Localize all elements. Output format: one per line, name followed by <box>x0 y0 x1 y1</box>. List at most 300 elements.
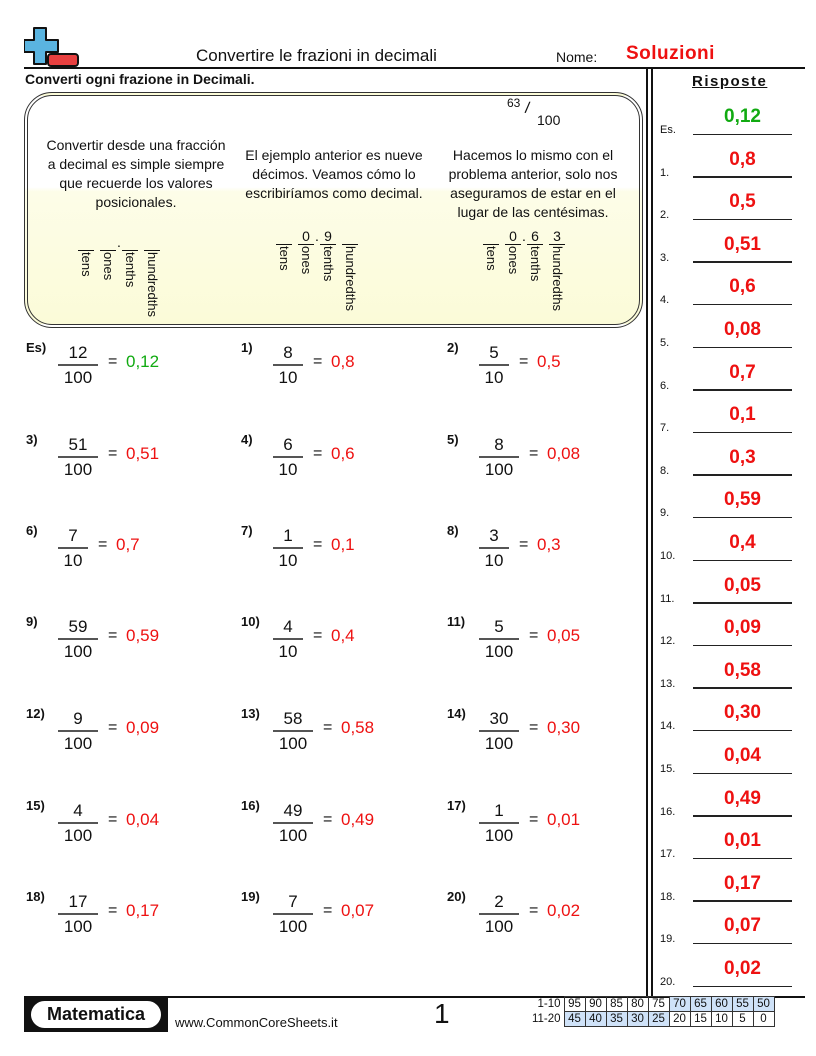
answer-value: 0,6 <box>729 276 756 298</box>
label-hundredths: hundredths <box>343 246 358 312</box>
problem-number: 11) <box>447 614 466 629</box>
problem-item <box>26 340 216 390</box>
numerator: 3 <box>489 526 499 545</box>
numerator: 30 <box>489 709 509 728</box>
problem-item <box>447 798 637 848</box>
problem-answer: 0,17 <box>126 901 160 920</box>
score-cell: 15 <box>690 1012 711 1027</box>
denominator: 100 <box>63 459 93 479</box>
fraction-bar <box>273 456 303 458</box>
answer-row <box>660 191 792 221</box>
problem-item <box>241 523 431 573</box>
score-cell: 80 <box>627 997 648 1012</box>
answer-value: 0,12 <box>724 106 761 127</box>
answer-row <box>660 575 792 605</box>
fraction-bar <box>58 822 98 824</box>
answer-label: 17. <box>660 848 676 861</box>
numerator: 58 <box>283 709 303 728</box>
problem-answer: 0,4 <box>331 626 355 645</box>
denominator: 100 <box>278 825 308 845</box>
answer-label: 18. <box>660 890 676 903</box>
answer-line <box>693 176 792 178</box>
problem-number: 2) <box>447 340 459 355</box>
label-tens: tens <box>484 246 499 271</box>
answer-value: 0,01 <box>724 830 761 852</box>
equals-sign: = <box>108 811 118 828</box>
answer-label: 19. <box>660 933 676 946</box>
problem-answer: 0,59 <box>126 626 160 645</box>
answer-row <box>660 149 792 179</box>
problem-answer: 0,5 <box>537 352 561 371</box>
score-cell: 60 <box>711 997 732 1012</box>
answer-line <box>693 389 792 391</box>
answer-label: 3. <box>660 251 670 264</box>
score-cell: 55 <box>732 997 753 1012</box>
answer-line <box>693 900 792 902</box>
problem-number: 13) <box>241 706 260 721</box>
numerator: 49 <box>283 801 303 820</box>
answer-value: 0,07 <box>724 915 761 937</box>
answer-value: 0,58 <box>724 659 761 681</box>
answer-line <box>693 645 792 647</box>
problem-answer: 0,01 <box>547 810 581 829</box>
equals-sign: = <box>108 627 118 644</box>
numerator: 6 <box>283 435 293 454</box>
numerator: 51 <box>68 435 88 454</box>
answer-value: 0,49 <box>724 787 761 809</box>
numerator: 4 <box>73 801 83 820</box>
problem-item <box>447 523 637 573</box>
fraction <box>58 342 98 388</box>
equals-sign: = <box>529 627 539 644</box>
fraction-bar <box>273 364 303 366</box>
problem-number: 20) <box>447 889 466 904</box>
score-cell: 50 <box>753 997 774 1012</box>
answer-line <box>693 261 792 263</box>
problem-item <box>26 432 216 482</box>
score-range-label: 1-10 <box>537 998 561 1010</box>
fraction <box>479 342 509 388</box>
fraction-bar <box>479 364 509 366</box>
answer-row <box>660 915 792 945</box>
problem-number: 1) <box>241 340 253 355</box>
equals-sign: = <box>529 811 539 828</box>
problem-number: 8) <box>447 523 459 538</box>
site-url: www.CommonCoreSheets.it <box>175 1015 338 1030</box>
answer-label: 15. <box>660 763 676 775</box>
answer-value: 0,09 <box>724 617 761 639</box>
decimal-point: . <box>315 228 319 244</box>
fraction <box>58 434 98 480</box>
fraction <box>273 525 303 571</box>
answer-value: 0,59 <box>724 489 761 511</box>
numerator: 17 <box>68 892 88 911</box>
answer-line <box>693 730 792 732</box>
answer-row <box>660 362 792 392</box>
denominator: 100 <box>484 733 514 753</box>
problem-answer: 0,58 <box>341 718 375 737</box>
fraction-bar <box>479 638 519 640</box>
answer-line <box>693 858 792 860</box>
answer-line <box>693 347 792 349</box>
fraction-bar <box>479 547 509 549</box>
problem-number: 14) <box>447 706 466 721</box>
fraction-slash: / <box>523 99 531 118</box>
problem-item <box>241 889 431 939</box>
problem-answer: 0,49 <box>341 810 375 829</box>
fraction <box>479 800 519 846</box>
denominator: 100 <box>278 916 308 936</box>
equals-sign: = <box>313 627 323 644</box>
answer-row <box>660 276 792 306</box>
problem-number: Es) <box>26 340 47 355</box>
answer-line <box>693 134 792 136</box>
answer-label: 2. <box>660 209 670 222</box>
equals-sign: = <box>108 719 118 736</box>
fraction <box>479 434 519 480</box>
fraction-bar <box>479 822 519 824</box>
answer-value: 0,4 <box>729 532 756 553</box>
answer-value: 0,3 <box>729 446 756 468</box>
problem-item <box>447 340 637 390</box>
problem-answer: 0,8 <box>331 352 355 371</box>
answer-line <box>693 304 792 306</box>
score-cell: 25 <box>648 1012 669 1027</box>
problem-number: 4) <box>241 432 253 447</box>
digit-ones: 0 <box>302 228 310 244</box>
equals-sign: = <box>529 902 539 919</box>
score-cell: 30 <box>627 1012 648 1027</box>
fraction-bar <box>273 913 313 915</box>
score-cell: 85 <box>606 997 627 1012</box>
answer-label: 12. <box>660 635 676 648</box>
problem-answer: 0,05 <box>547 626 581 645</box>
label-ones: ones <box>101 252 116 281</box>
answer-line <box>693 517 792 519</box>
label-tenths: tenths <box>528 246 543 282</box>
problem-answer: 0,1 <box>331 535 355 554</box>
answer-row <box>660 617 792 647</box>
digit-tenths: 6 <box>531 228 539 244</box>
label-tens: tens <box>277 246 292 271</box>
answer-label: 1. <box>660 166 670 179</box>
fraction <box>58 616 98 662</box>
answer-value: 0,17 <box>724 872 761 894</box>
problem-answer: 0,02 <box>547 901 581 920</box>
answer-row <box>660 447 792 477</box>
equals-sign: = <box>323 719 333 736</box>
problem-item <box>241 798 431 848</box>
answer-row <box>660 702 792 732</box>
problem-item <box>26 798 216 848</box>
label-hundredths: hundredths <box>550 246 565 312</box>
answer-label: 8. <box>660 464 670 477</box>
numerator: 9 <box>73 709 83 728</box>
score-table <box>526 996 775 1027</box>
answer-row <box>660 106 792 136</box>
fraction-bar <box>58 638 98 640</box>
score-cell: 65 <box>690 997 711 1012</box>
problem-answer: 0,07 <box>341 901 375 920</box>
answer-line <box>693 602 792 604</box>
answer-row <box>660 660 792 690</box>
fraction-bar <box>58 456 98 458</box>
denominator: 100 <box>278 733 308 753</box>
equals-sign: = <box>529 445 539 462</box>
score-cell: 40 <box>585 1012 606 1027</box>
answer-line <box>693 815 792 817</box>
answer-row <box>660 788 792 818</box>
problem-item <box>26 523 216 573</box>
problem-item <box>447 706 637 756</box>
answer-line <box>693 687 792 689</box>
problem-item <box>26 889 216 939</box>
page-number: 1 <box>434 998 450 1029</box>
score-cell: 10 <box>711 1012 732 1027</box>
fraction-bar <box>273 822 313 824</box>
equals-sign: = <box>313 353 323 370</box>
answer-line <box>693 773 792 775</box>
denominator: 100 <box>63 733 93 753</box>
problem-item <box>447 432 637 482</box>
answer-line <box>693 560 792 562</box>
answer-value: 0,08 <box>724 319 761 340</box>
score-cell: 0 <box>753 1012 774 1027</box>
answer-line <box>693 943 792 945</box>
denominator: 100 <box>63 641 93 661</box>
numerator: 12 <box>68 343 88 362</box>
header-divider <box>24 67 805 69</box>
problem-answer: 0,30 <box>547 718 581 737</box>
fraction-bar <box>479 456 519 458</box>
place-value-chart-2 <box>276 228 386 328</box>
answer-label: 4. <box>660 294 670 307</box>
example-text-3: Hacemos lo mismo con el problema anterior, solo nos aseguramos de estar en el lugar de las centésimas. <box>448 147 618 220</box>
column-divider <box>646 68 648 996</box>
numerator: 7 <box>288 892 298 911</box>
problem-item <box>241 432 431 482</box>
equals-sign: = <box>313 536 323 553</box>
fraction <box>273 616 303 662</box>
problem-answer: 0,04 <box>126 810 160 829</box>
fraction <box>58 708 98 754</box>
problem-answer: 0,09 <box>126 718 160 737</box>
answer-value: 0,5 <box>729 191 756 213</box>
answer-line <box>693 219 792 221</box>
denominator: 10 <box>278 367 298 387</box>
example-text-2: El ejemplo anterior es nueve décimos. Veamos cómo lo escribiríamos como decimal. <box>245 147 423 201</box>
label-tens: tens <box>79 252 94 277</box>
score-row <box>526 997 774 1012</box>
equals-sign: = <box>108 445 118 462</box>
problem-number: 7) <box>241 523 253 538</box>
answer-row <box>660 873 792 903</box>
problem-number: 16) <box>241 798 260 813</box>
fraction <box>479 616 519 662</box>
numerator: 8 <box>494 435 504 454</box>
score-cell: 45 <box>564 1012 585 1027</box>
problem-item <box>26 614 216 664</box>
denominator: 100 <box>484 825 514 845</box>
answer-value: 0,02 <box>724 958 761 979</box>
answer-value: 0,7 <box>729 361 756 383</box>
equals-sign: = <box>529 719 539 736</box>
instructions: Converti ogni frazione in Decimali. <box>25 71 255 87</box>
problem-number: 3) <box>26 432 38 447</box>
problem-number: 17) <box>447 798 466 813</box>
score-cell: 90 <box>585 997 606 1012</box>
digit-hundredths: 3 <box>553 228 561 244</box>
problem-item <box>241 614 431 664</box>
fraction-bar <box>58 547 88 549</box>
brand-badge <box>24 998 168 1032</box>
fraction-bar <box>273 730 313 732</box>
place-value-chart-1 <box>78 234 188 328</box>
denominator: 100 <box>63 367 93 387</box>
label-hundredths: hundredths <box>145 252 160 318</box>
problem-number: 12) <box>26 706 45 721</box>
answer-value: 0,04 <box>724 745 761 766</box>
answer-value: 0,30 <box>724 702 761 724</box>
fraction <box>479 525 509 571</box>
fraction-bar <box>58 730 98 732</box>
fraction-bar <box>58 913 98 915</box>
score-cell: 95 <box>564 997 585 1012</box>
equals-sign: = <box>519 536 529 553</box>
problem-item <box>26 706 216 756</box>
answer-line <box>693 474 792 476</box>
problem-answer: 0,7 <box>116 535 140 554</box>
problem-number: 6) <box>26 523 38 538</box>
fraction <box>479 891 519 937</box>
denominator: 10 <box>484 367 504 387</box>
fraction-bar <box>273 638 303 640</box>
answer-row <box>660 489 792 519</box>
answer-line <box>693 986 792 988</box>
problem-item <box>241 706 431 756</box>
fraction <box>273 708 313 754</box>
fraction-bar <box>479 913 519 915</box>
denominator: 10 <box>278 641 298 661</box>
place-value-chart-3 <box>483 228 593 328</box>
numerator: 1 <box>494 801 504 820</box>
answer-row <box>660 532 792 562</box>
decimal-point: . <box>117 234 121 250</box>
score-cell: 20 <box>669 1012 690 1027</box>
problem-answer: 0,12 <box>126 352 160 371</box>
name-label: Nome: <box>556 49 598 65</box>
answer-label: 7. <box>660 422 670 435</box>
name-value: Soluzioni <box>626 43 715 64</box>
column-divider <box>651 68 653 996</box>
answer-row <box>660 234 792 264</box>
answer-value: 0,1 <box>729 404 756 426</box>
fraction <box>58 525 88 571</box>
numerator: 8 <box>283 343 293 362</box>
answer-label: 20. <box>660 976 676 988</box>
problem-answer: 0,6 <box>331 444 355 463</box>
denominator: 10 <box>63 550 83 570</box>
answer-label: 5. <box>660 337 670 349</box>
answer-row <box>660 404 792 434</box>
example-fraction-63-100 <box>507 96 567 132</box>
problem-answer: 0,51 <box>126 444 160 463</box>
label-tenths: tenths <box>321 246 336 282</box>
score-cell: 5 <box>732 1012 753 1027</box>
problem-number: 5) <box>447 432 459 447</box>
answer-label: Es. <box>660 124 676 136</box>
problem-number: 15) <box>26 798 45 813</box>
problem-answer: 0,3 <box>537 535 561 554</box>
digit-ones: 0 <box>509 228 517 244</box>
numerator: 2 <box>494 892 504 911</box>
numerator: 7 <box>68 526 78 545</box>
fraction <box>479 708 519 754</box>
problem-number: 9) <box>26 614 38 629</box>
denominator: 100 <box>537 112 561 128</box>
problem-item <box>447 614 637 664</box>
brand-label: Matematica <box>31 1001 161 1028</box>
answer-label: 14. <box>660 720 676 733</box>
denominator: 10 <box>484 550 504 570</box>
equals-sign: = <box>108 902 118 919</box>
label-tenths: tenths <box>123 252 138 288</box>
equals-sign: = <box>108 353 118 370</box>
equals-sign: = <box>313 445 323 462</box>
answer-row <box>660 319 792 349</box>
answer-label: 9. <box>660 507 670 520</box>
answer-key-title: Risposte <box>692 73 768 90</box>
answer-row <box>660 830 792 860</box>
label-ones: ones <box>506 246 521 275</box>
denominator: 10 <box>278 459 298 479</box>
equals-sign: = <box>98 536 108 553</box>
numerator: 1 <box>283 526 293 545</box>
worksheet-title: Convertire le frazioni in decimali <box>196 46 437 65</box>
numerator: 4 <box>283 617 293 636</box>
fraction <box>58 891 98 937</box>
fraction-bar <box>273 547 303 549</box>
answer-line <box>693 432 792 434</box>
denominator: 100 <box>63 916 93 936</box>
fraction-bar <box>58 364 98 366</box>
numerator: 63 <box>507 96 521 110</box>
label-ones: ones <box>299 246 314 275</box>
problem-item <box>241 340 431 390</box>
answer-value: 0,51 <box>724 233 761 255</box>
score-row <box>526 1012 774 1027</box>
fraction-bar <box>479 730 519 732</box>
problem-number: 19) <box>241 889 260 904</box>
answer-label: 11. <box>660 592 675 605</box>
digit-tenths: 9 <box>324 228 332 244</box>
answer-label: 6. <box>660 379 670 392</box>
denominator: 100 <box>484 916 514 936</box>
numerator: 5 <box>489 343 499 362</box>
plus-minus-logo-icon <box>24 26 80 68</box>
problem-answer: 0,08 <box>547 444 581 463</box>
score-range-label: 11-20 <box>531 1013 561 1025</box>
answer-row <box>660 745 792 775</box>
equals-sign: = <box>519 353 529 370</box>
score-cell: 35 <box>606 1012 627 1027</box>
problem-number: 10) <box>241 614 260 629</box>
numerator: 59 <box>68 617 88 636</box>
denominator: 10 <box>278 550 298 570</box>
fraction <box>58 800 98 846</box>
answer-value: 0,05 <box>724 574 761 596</box>
example-text-1: Convertir desde una fracción a decimal es simple siempre que recuerde los valores posicionales. <box>46 137 226 210</box>
